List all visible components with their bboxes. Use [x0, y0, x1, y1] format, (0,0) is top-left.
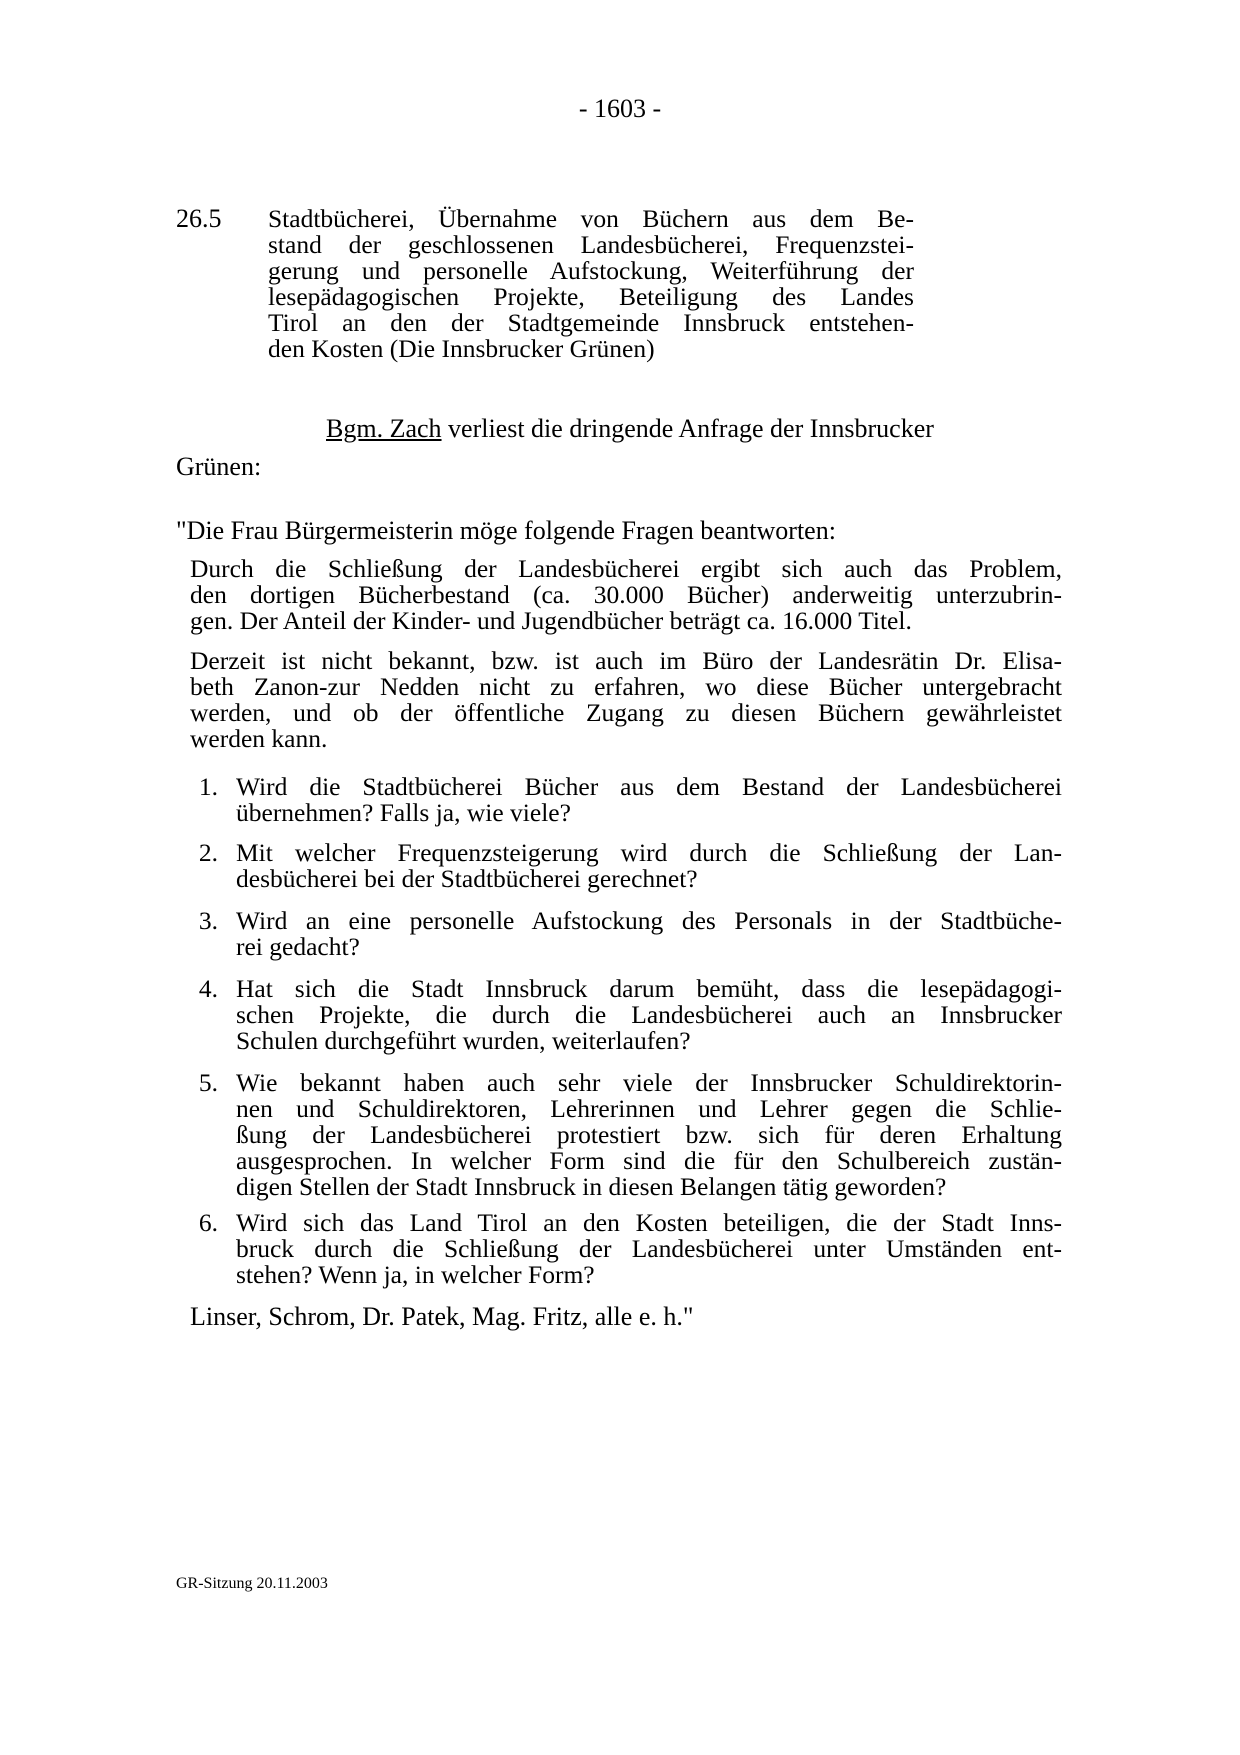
intro-statement — [326, 416, 934, 442]
quote-heading: "Die Frau Bürgermeisterin möge folgende Fragen beantworten: — [176, 516, 836, 545]
question-text — [236, 908, 1062, 960]
question-number: 2. — [198, 838, 218, 867]
paragraph-line: werden, und ob der öffentliche Zugang zu diesen Büchern gewährleistet — [190, 698, 1062, 727]
question-line: ßung der Landesbücherei protestiert bzw. sich für deren Erhaltung — [236, 1120, 1062, 1149]
body-paragraph — [190, 556, 1062, 634]
intro-continuation: Grünen: — [176, 452, 262, 481]
question-number: 1. — [198, 772, 218, 801]
page-number: - 1603 - — [578, 94, 662, 123]
question-number: 6. — [198, 1208, 218, 1237]
question-line: Hat sich die Stadt Innsbruck darum bemüht, dass die lesepädagogi- — [236, 974, 1062, 1003]
question-line: Wird sich das Land Tirol an den Kosten beteiligen, die der Stadt Inns- — [236, 1208, 1062, 1237]
speaker-name: Bgm. Zach — [326, 414, 442, 443]
title-line: gerung und personelle Aufstockung, Weiterführung der — [268, 256, 914, 285]
question-line: Wird die Stadtbücherei Bücher aus dem Bestand der Landesbücherei — [236, 772, 1062, 801]
question-text — [236, 774, 1062, 826]
question-line: nen und Schuldirektoren, Lehrerinnen und Lehrer gegen die Schlie- — [236, 1094, 1062, 1123]
signatories: Linser, Schrom, Dr. Patek, Mag. Fritz, alle e. h." — [190, 1302, 694, 1331]
intro-text: verliest die dringende Anfrage der Innsbrucker — [441, 414, 934, 443]
title-line: Tirol an den der Stadtgemeinde Innsbruck entstehen- — [268, 308, 914, 337]
paragraph-line: gen. Der Anteil der Kinder- und Jugendbücher beträgt ca. 16.000 Titel. — [190, 606, 912, 635]
question-text — [236, 1210, 1062, 1288]
question-line: digen Stellen der Stadt Innsbruck in diesen Belangen tätig geworden? — [236, 1172, 947, 1201]
question-line: übernehmen? Falls ja, wie viele? — [236, 798, 571, 827]
agenda-item-title — [268, 206, 914, 362]
question-line: Schulen durchgeführt wurden, weiterlaufen? — [236, 1026, 691, 1055]
question-number: 4. — [198, 974, 218, 1003]
question-line: Wie bekannt haben auch sehr viele der Innsbrucker Schuldirektorin- — [236, 1068, 1062, 1097]
paragraph-line: Derzeit ist nicht bekannt, bzw. ist auch im Büro der Landesrätin Dr. Elisa- — [190, 646, 1062, 675]
question-text — [236, 976, 1062, 1054]
question-line: rei gedacht? — [236, 932, 360, 961]
title-line: Stadtbücherei, Übernahme von Büchern aus dem Be- — [268, 204, 914, 233]
title-line: den Kosten (Die Innsbrucker Grünen) — [268, 334, 655, 363]
title-line: lesepädagogischen Projekte, Beteiligung des Landes — [268, 282, 914, 311]
question-line: Wird an eine personelle Aufstockung des Personals in der Stadtbüche- — [236, 906, 1062, 935]
question-line: desbücherei bei der Stadtbücherei gerechnet? — [236, 864, 698, 893]
footer-session-date: GR-Sitzung 20.11.2003 — [176, 1575, 328, 1592]
agenda-item-number: 26.5 — [176, 204, 222, 233]
paragraph-line: den dortigen Bücherbestand (ca. 30.000 Bücher) anderweitig unterzubrin- — [190, 580, 1062, 609]
paragraph-line: Durch die Schließung der Landesbücherei ergibt sich auch das Problem, — [190, 554, 1062, 583]
question-text — [236, 1070, 1062, 1200]
question-number: 5. — [198, 1068, 218, 1097]
title-line: stand der geschlossenen Landesbücherei, Frequenzstei- — [268, 230, 914, 259]
question-number: 3. — [198, 906, 218, 935]
question-line: ausgesprochen. In welcher Form sind die für den Schulbereich zustän- — [236, 1146, 1062, 1175]
paragraph-line: werden kann. — [190, 724, 328, 753]
question-text — [236, 840, 1062, 892]
question-line: bruck durch die Schließung der Landesbücherei unter Umständen ent- — [236, 1234, 1062, 1263]
question-line: schen Projekte, die durch die Landesbücherei auch an Innsbrucker — [236, 1000, 1062, 1029]
question-line: Mit welcher Frequenzsteigerung wird durch die Schließung der Lan- — [236, 838, 1062, 867]
question-line: stehen? Wenn ja, in welcher Form? — [236, 1260, 595, 1289]
body-paragraph — [190, 648, 1062, 752]
paragraph-line: beth Zanon-zur Nedden nicht zu erfahren, wo diese Bücher untergebracht — [190, 672, 1062, 701]
